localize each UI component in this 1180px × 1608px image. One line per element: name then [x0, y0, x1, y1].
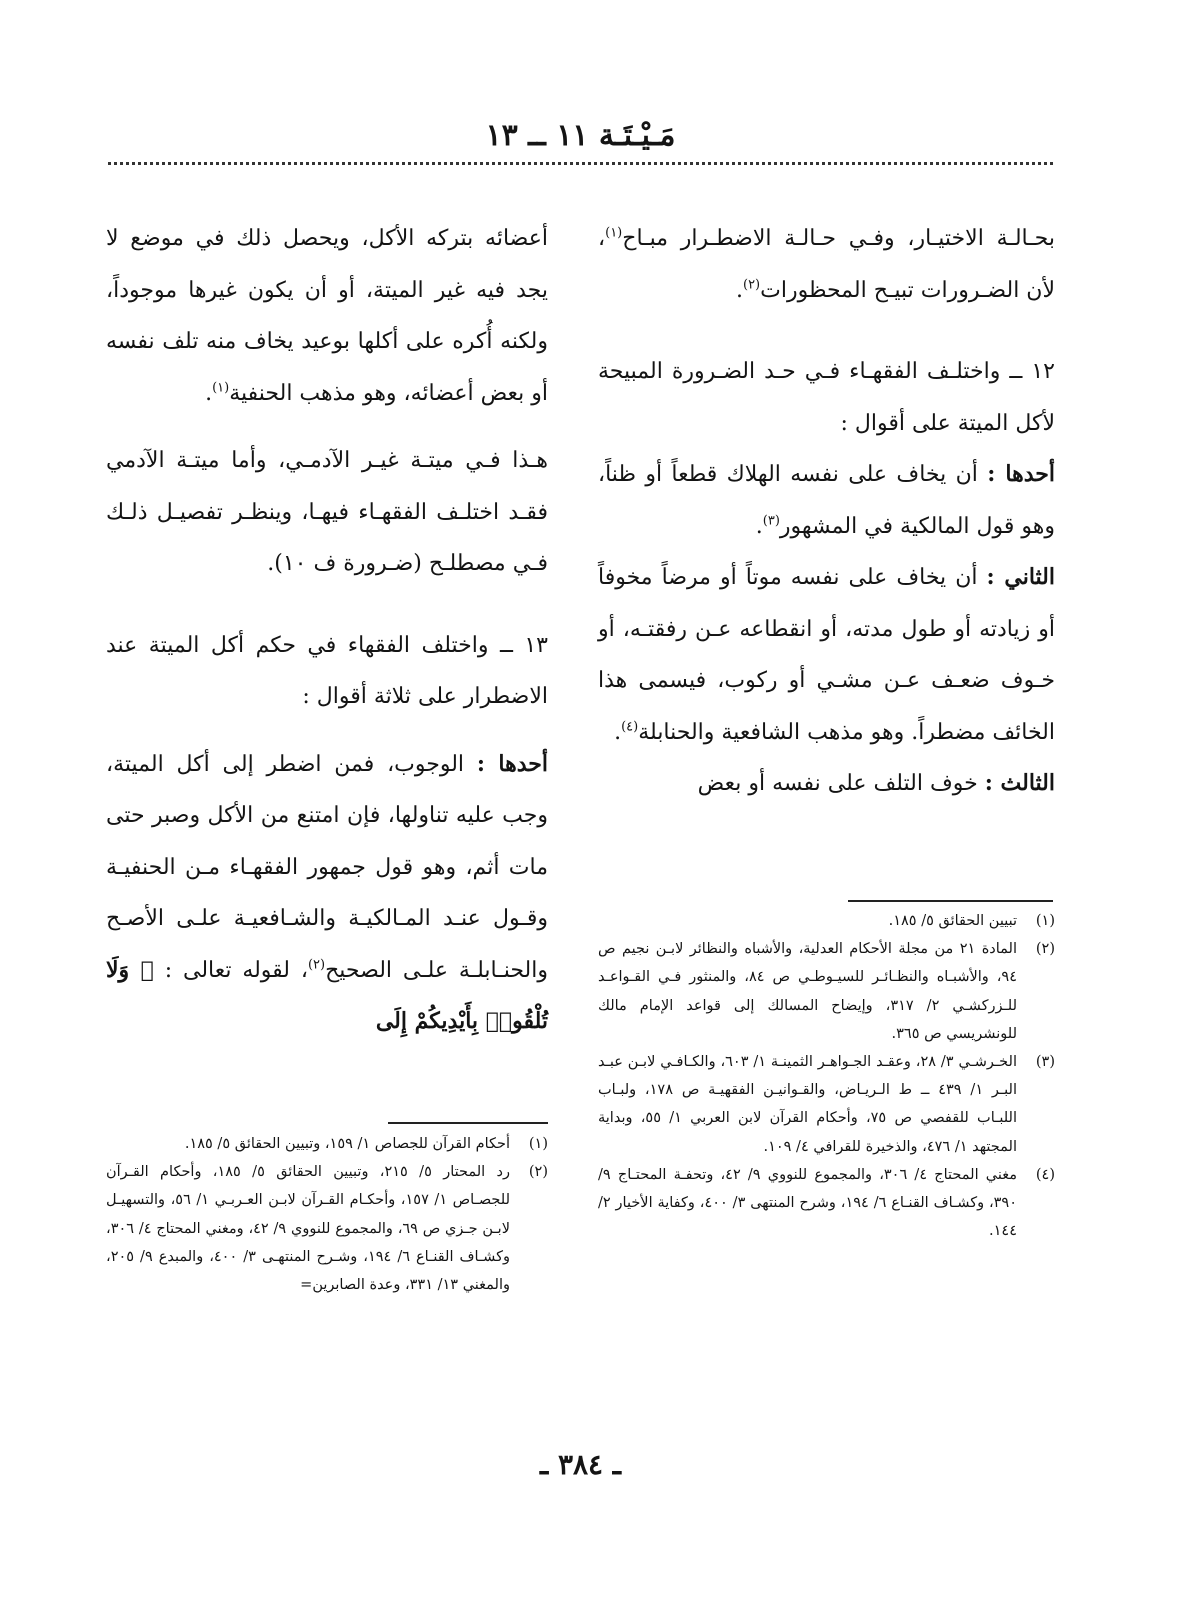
footnote-text: مغني المحتاج ٤/ ٣٠٦، والمجموع للنووي ٩/ ٤٢، وتحفـة المحتـاج ٩/ ٣٩٠، وكشـاف القنـاع ٦/ ١٩٤، وشرح المنتهى ٣/ ٤٠٠، وكفاية الأخيار ٢/ ١٤٤. — [598, 1166, 1018, 1240]
section-13-paragraph: ١٣ ــ واختلف الفقهاء في حكم أكل الميتة عند الاضطرار على ثلاثة أقوال : — [106, 632, 548, 709]
spacer — [106, 590, 548, 620]
footnotes-right — [598, 907, 1055, 1245]
page-number: ـ ٣٨٤ ـ — [539, 1448, 622, 1481]
paragraph: هـذا فـي ميتـة غيـر الآدمـي، وأما ميتـة الآدمي فقـد اختلـف الفقهـاء فيهـا، وينظـر تفصيـل ذلـك فـي مصطلـح (ضـرورة ف ١٠). — [106, 448, 548, 576]
footnote-rule — [388, 1122, 548, 1124]
footnote-number: (٢) — [528, 1164, 548, 1181]
paragraph — [598, 213, 1055, 316]
text-run: بحـالـة الاختيـار، وفـي حـالـة الاضطـرار مبـاح — [622, 226, 1055, 251]
footnote-text: تبيين الحقائق ٥/ ١٨٥. — [888, 913, 1017, 929]
footnote — [598, 935, 1055, 1048]
lead-term: الثالث : — [984, 770, 1055, 796]
footnote-text: المادة ٢١ من مجلة الأحكام العدلية، والأشباه والنظائر لابـن نجيم ص ٩٤، والأشبـاه والنظـائـر للسيـوطـي ص ٨٤، والمنثور فـي القـواعـد للـزركشـي ٢/ ٣١٧، وإيضاح المسالك إلى قواعد الإمام مالك للونشريسي ص ٣٦٥. — [598, 941, 1017, 1042]
section-12-paragraph: ١٢ ــ واختلـف الفقهـاء فـي حـد الضـرورة المبيحة لأكل الميتة على أقوال : — [598, 359, 1055, 436]
header-dotted-rule — [108, 162, 1053, 165]
footnote-number: (١) — [1035, 913, 1055, 929]
left-column — [106, 213, 548, 1048]
spacer — [106, 723, 548, 739]
footnote-ref[interactable]: (٤) — [621, 719, 639, 735]
footnote-ref[interactable]: (٣) — [762, 513, 780, 529]
paragraph — [598, 758, 1055, 810]
footnote — [106, 1130, 548, 1158]
text-run: . — [755, 513, 763, 539]
footnote-text: رد المحتار ٥/ ٢١٥، وتبيين الحقائق ٥/ ١٨٥، وأحكام القـرآن للجصـاص ١/ ١٥٧، وأحكـام القـرآن لابـن العـربـي ١/ ٥٦، والتسهيـل لابـن جـزي ص ٦٩، والمجموع للنووي ٩/ ٤٢، ومغني المحتاج ٤/ ٣٠٦، وكشـاف القنـاع ٦/ ١٩٤، وشـرح المنتهـى ٣/ ٤٠٠، والمبدع ٩/ ٢٠٥، والمغني ١٣/ ٣٣١، وعدة الصابرين= — [106, 1164, 511, 1294]
text-run: . — [735, 277, 743, 303]
footnote-number: (٢) — [1035, 941, 1055, 958]
footnote-number: (١) — [528, 1136, 548, 1152]
paragraph — [106, 213, 548, 419]
text-run: أن يخاف على نفسه الهلاك قطعاً أو ظناً، وهو قول المالكية في المشهور — [598, 462, 1055, 539]
footnote-text: الخـرشـي ٣/ ٢٨، وعقـد الجـواهـر الثمينـة ١/ ٦٠٣، والكـافـي لابـن عبـد البـر ١/ ٤٣٩ ــ ط الـريـاض، والقـوانيـن الفقهيـة ص ١٧٨، ولبـاب اللبـاب للقفصي ص ٧٥، وأحكام القرآن لابن العربي ١/ ٥٥، وبداية المجتهد ١/ ٤٧٦، والذخيرة للقرافي ٤/ ١٠٩. — [598, 1054, 1017, 1155]
footnote-text: أحكام القرآن للجصاص ١/ ١٥٩، وتبيين الحقائق ٥/ ١٨٥. — [184, 1136, 510, 1152]
lead-term: الثاني : — [986, 564, 1055, 590]
footnote-number: (٣) — [1035, 1054, 1055, 1071]
footnote-ref[interactable]: (١) — [605, 225, 623, 241]
footnote-ref[interactable]: (٢) — [307, 957, 326, 973]
footnote — [598, 1048, 1055, 1161]
text-run: أن يخاف على نفسه موتاً أو مرضاً مخوفاً أو زيادته أو طول مدته، أو انقطاعه عـن رفقتـه، أو خـوف ضعـف عـن مشـي أو ركوب، فيسمى هذا الخائف مضطراً. وهو مذهب الشافعية والحنابلة — [598, 565, 1055, 745]
footnote — [598, 907, 1055, 935]
text-run: الوجوب، فمن اضطر إلى أكل الميتة، وجب عليه تناولها، فإن امتنع من الأكل وصبر حتى مات أثم، وهو قول جمهور الفقهـاء مـن الحنفيـة وقـول عنـد المـالكيـة والشـافعيـة علـى الأصـح والحنـابلـة علـى الصحيح — [106, 751, 548, 983]
paragraph — [598, 449, 1055, 552]
lead-term: أحدها : — [987, 461, 1055, 487]
footnote-ref[interactable]: (٢) — [742, 277, 761, 293]
footnote-rule — [848, 900, 1053, 902]
footnote — [598, 1161, 1055, 1246]
paragraph — [598, 552, 1055, 758]
text-run: ، لأن الضـرورات تبيـح المحظورات — [598, 226, 1055, 303]
running-header: مَـيْـتَـة ١١ ــ ١٣ — [485, 118, 676, 153]
spacer — [598, 316, 1055, 346]
text-run: ، لقوله تعالى : — [153, 957, 308, 983]
spacer — [106, 419, 548, 435]
footnote-ref[interactable]: (١) — [212, 380, 230, 396]
text-run: أعضائه بتركه الأكل، ويحصل ذلك في موضع لا يجد فيه غير الميتة، أو أن يكون غيرها موجوداً، ولكنه أُكره على أكلها بوعيد يخاف منه تلف نفسه أو بعض أعضائه، وهو مذهب الحنفية — [106, 226, 548, 406]
footnote-number: (٤) — [1035, 1166, 1055, 1183]
text-run: . — [205, 380, 213, 406]
text-run: خوف التلف على نفسه أو بعض — [697, 771, 985, 796]
right-column — [598, 213, 1055, 810]
quran-quote: ﴿ وَلَا تُلْقُوا۟ بِأَيْدِيكُمْ إِلَى — [106, 956, 548, 1034]
footnote — [106, 1158, 548, 1299]
lead-term: أحدها : — [476, 750, 548, 777]
footnotes-left — [106, 1130, 548, 1299]
text-run: . — [614, 719, 622, 745]
paragraph — [106, 739, 548, 1048]
